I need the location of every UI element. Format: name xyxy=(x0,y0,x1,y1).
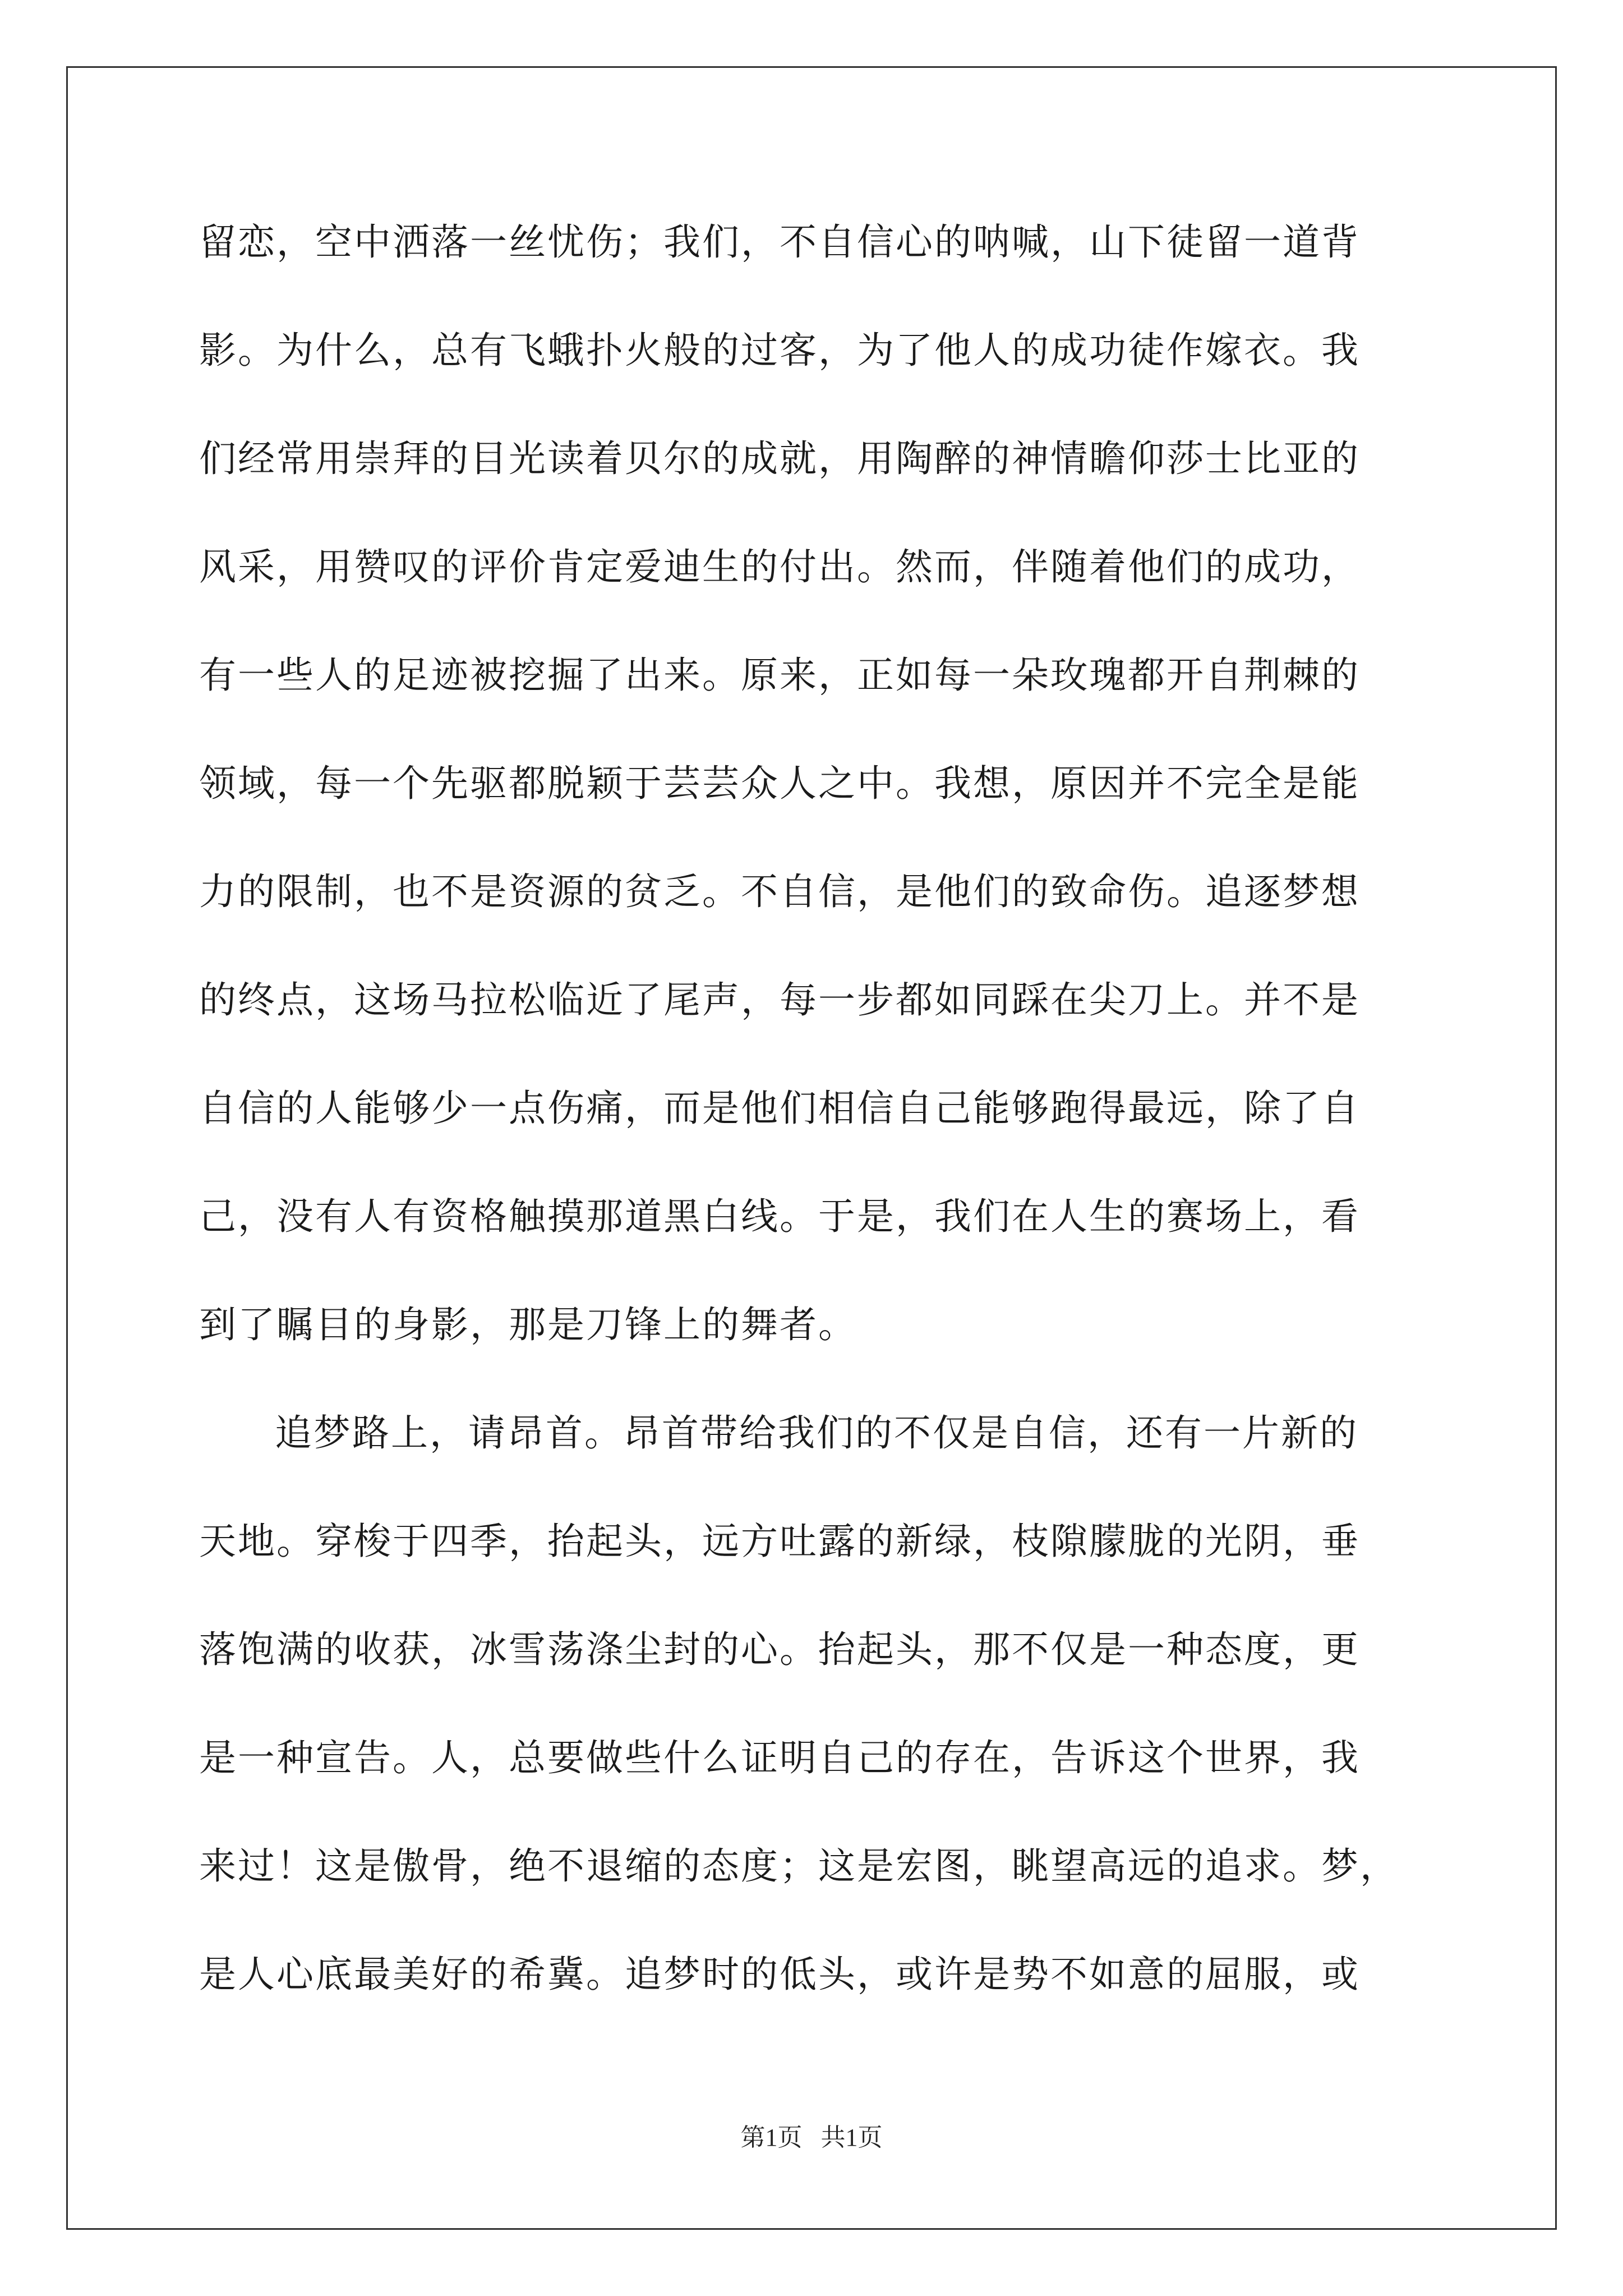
text-line: 的终点，这场马拉松临近了尾声，每一步都如同踩在尖刀上。并不是 xyxy=(199,978,1360,1022)
text-line: 有一些人的足迹被挖掘了出来。原来，正如每一朵玫瑰都开自荆棘的 xyxy=(199,654,1360,697)
page-number-footer: 第1页 共1页 xyxy=(740,2124,883,2151)
text-line: 领域，每一个先驱都脱颖于芸芸众人之中。我想，原因并不完全是能 xyxy=(199,762,1360,805)
text-line: 影。为什么，总有飞蛾扑火般的过客，为了他人的成功徒作嫁衣。我 xyxy=(199,329,1360,372)
text-line: 己，没有人有资格触摸那道黑白线。于是，我们在人生的赛场上，看 xyxy=(199,1195,1360,1238)
text-line: 是人心底最美好的希冀。追梦时的低头，或许是势不如意的屈服，或 xyxy=(199,1953,1360,1996)
text-line: 留恋，空中洒落一丝忧伤；我们，不自信心的呐喊，山下徒留一道背 xyxy=(199,220,1360,264)
text-line: 风采，用赞叹的评价肯定爱迪生的付出。然而，伴随着他们的成功， xyxy=(199,545,1360,588)
text-line: 天地。穿梭于四季，抬起头，远方吐露的新绿，枝隙朦胧的光阴，垂 xyxy=(199,1520,1360,1563)
page-border xyxy=(66,66,1557,2230)
text-line: 自信的人能够少一点伤痛，而是他们相信自己能够跑得最远，除了自 xyxy=(199,1087,1360,1130)
paragraph-start-line: 追梦路上，请昂首。昂首带给我们的不仅是自信，还有一片新的 xyxy=(275,1411,1358,1455)
text-line: 来过！这是傲骨，绝不退缩的态度；这是宏图，眺望高远的追求。梦， xyxy=(199,1844,1399,1888)
text-line: 们经常用崇拜的目光读着贝尔的成就，用陶醉的神情瞻仰莎士比亚的 xyxy=(199,437,1360,480)
text-line: 到了瞩目的身影，那是刀锋上的舞者。 xyxy=(199,1303,857,1346)
text-line: 力的限制，也不是资源的贫乏。不自信，是他们的致命伤。追逐梦想 xyxy=(199,870,1360,913)
text-line: 落饱满的收获，冰雪荡涤尘封的心。抬起头，那不仅是一种态度，更 xyxy=(199,1628,1360,1671)
text-line: 是一种宣告。人，总要做些什么证明自己的存在，告诉这个世界，我 xyxy=(199,1736,1360,1779)
